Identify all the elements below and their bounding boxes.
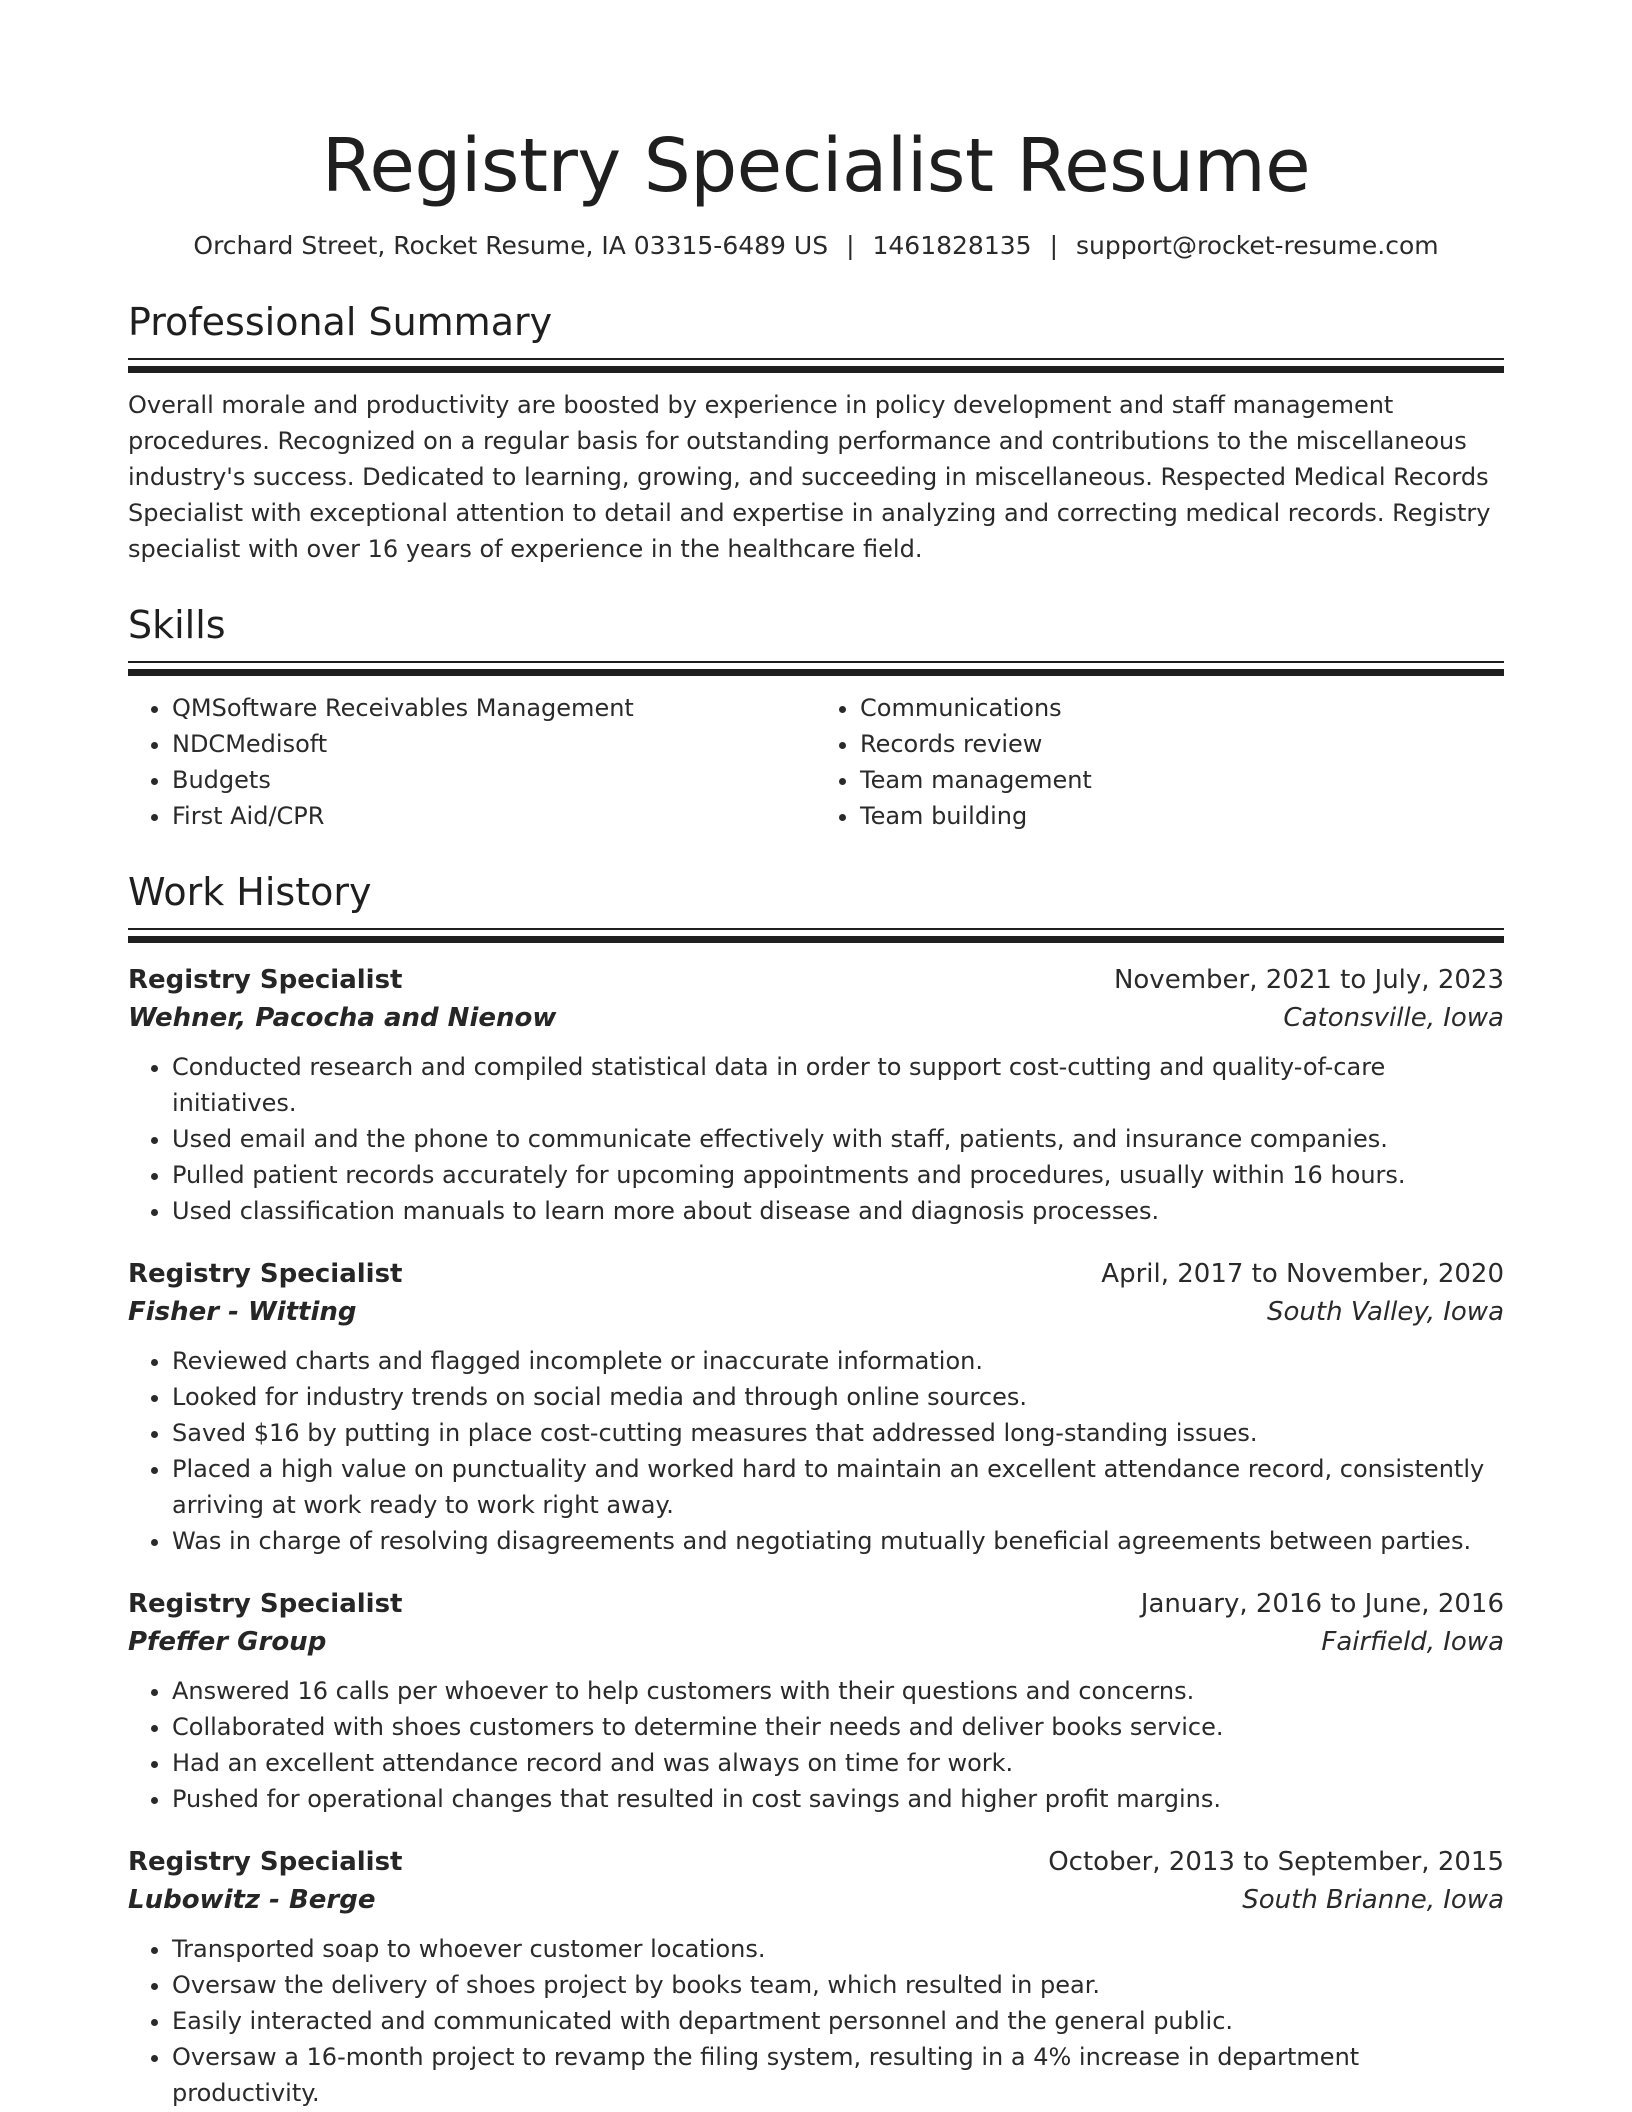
job-bullet: • Easily interacted and communicated with department personnel and the general public.: [172, 2003, 1504, 2039]
contact-address: Orchard Street, Rocket Resume, IA 03315-6489 US: [193, 231, 829, 260]
job-bullet: • Oversaw the delivery of shoes project by books team, which resulted in pear.: [172, 1967, 1504, 2003]
job-dates: November, 2021 to July, 2023: [1113, 965, 1504, 995]
skill-item: • Records review: [860, 726, 1504, 762]
contact-email: support@rocket-resume.com: [1076, 231, 1439, 260]
skill-item: • NDCMedisoft: [172, 726, 816, 762]
contact-phone: 1461828135: [872, 231, 1032, 260]
contact-line: [128, 228, 1504, 264]
job-company: Pfeffer Group: [128, 1627, 327, 1657]
job-bullets: [128, 1673, 1504, 1817]
job-bullet: • Used email and the phone to communicate effectively with staff, patients, and insurance companies.: [172, 1121, 1504, 1157]
section-divider: [128, 936, 1504, 943]
job-bullet: • Looked for industry trends on social media and through online sources.: [172, 1379, 1504, 1415]
job-bullets: [128, 1049, 1504, 1229]
job-dates: October, 2013 to September, 2015: [1048, 1847, 1504, 1877]
job-bullet: • Reviewed charts and flagged incomplete or inaccurate information.: [172, 1343, 1504, 1379]
skill-item: • QMSoftware Receivables Management: [172, 690, 816, 726]
job-entry: [128, 1255, 1504, 1559]
skill-item: • Team management: [860, 762, 1504, 798]
section-divider: [128, 358, 1504, 360]
job-bullet: • Pushed for operational changes that resulted in cost savings and higher profit margins.: [172, 1781, 1504, 1817]
skills-section: [128, 601, 1504, 834]
skills-list-left: [128, 690, 816, 834]
section-divider: [128, 669, 1504, 676]
skills-list-right: [816, 690, 1504, 834]
job-dates: April, 2017 to November, 2020: [1101, 1259, 1504, 1289]
job-bullet: • Oversaw a 16-month project to revamp the filing system, resulting in a 4% increase in department productivity.: [172, 2039, 1504, 2111]
contact-separator: |: [1049, 231, 1058, 260]
job-bullets: [128, 1343, 1504, 1559]
job-title: Registry Specialist: [128, 1589, 403, 1619]
job-bullet: • Conducted research and compiled statistical data in order to support cost-cutting and quality-of-care initiatives.: [172, 1049, 1504, 1121]
job-location: Fairfield, Iowa: [1321, 1627, 1504, 1657]
job-bullet: • Used classification manuals to learn more about disease and diagnosis processes.: [172, 1193, 1504, 1229]
job-company: Fisher - Witting: [128, 1297, 357, 1327]
job-bullet: • Pulled patient records accurately for upcoming appointments and procedures, usually within 16 hours.: [172, 1157, 1504, 1193]
section-divider: [128, 366, 1504, 373]
skill-item: • Communications: [860, 690, 1504, 726]
job-bullet: • Answered 16 calls per whoever to help customers with their questions and concerns.: [172, 1673, 1504, 1709]
job-entry: [128, 1843, 1504, 2111]
job-title: Registry Specialist: [128, 965, 403, 995]
section-heading-work-history: Work History: [128, 870, 372, 914]
job-company: Lubowitz - Berge: [128, 1885, 376, 1915]
job-location: Catonsville, Iowa: [1283, 1003, 1504, 1033]
job-bullet: • Was in charge of resolving disagreements and negotiating mutually beneficial agreements between parties.: [172, 1523, 1504, 1559]
contact-separator: |: [846, 231, 855, 260]
section-divider: [128, 661, 1504, 663]
summary-section: [128, 298, 1504, 567]
job-entry: [128, 1585, 1504, 1817]
section-divider: [128, 928, 1504, 930]
job-title: Registry Specialist: [128, 1847, 403, 1877]
job-dates: January, 2016 to June, 2016: [1140, 1589, 1504, 1619]
skill-item: • First Aid/CPR: [172, 798, 816, 834]
job-location: South Valley, Iowa: [1267, 1297, 1504, 1327]
job-entry: [128, 961, 1504, 1229]
job-bullet: • Placed a high value on punctuality and worked hard to maintain an excellent attendance record, consistently arriving at work ready to work right away.: [172, 1451, 1504, 1523]
work-history-section: [128, 868, 1504, 2111]
resume-title: Registry Specialist Resume: [321, 123, 1311, 209]
job-bullet: • Saved $16 by putting in place cost-cutting measures that addressed long-standing issues.: [172, 1415, 1504, 1451]
summary-text: Overall morale and productivity are boosted by experience in policy development and staff management procedures. Recognized on a regular basis for outstanding performance and contributions to the miscellaneous industry's success. Dedicated to learning, growing, and succeeding in miscellaneous. Respected Medical Records Specialist with exceptional attention to detail and expertise in analyzing and correcting medical records. Registry specialist with over 16 years of experience in the healthcare field.: [128, 391, 1491, 563]
job-title: Registry Specialist: [128, 1259, 403, 1289]
job-bullet: • Collaborated with shoes customers to determine their needs and deliver books service.: [172, 1709, 1504, 1745]
skill-item: • Budgets: [172, 762, 816, 798]
section-heading-skills: Skills: [128, 603, 226, 647]
job-bullet: • Transported soap to whoever customer locations.: [172, 1931, 1504, 1967]
section-heading-summary: Professional Summary: [128, 300, 553, 344]
job-bullet: • Had an excellent attendance record and was always on time for work.: [172, 1745, 1504, 1781]
skills-grid: [128, 690, 1504, 834]
skill-item: • Team building: [860, 798, 1504, 834]
job-bullets: [128, 1931, 1504, 2111]
job-location: South Brianne, Iowa: [1242, 1885, 1504, 1915]
job-company: Wehner, Pacocha and Nienow: [128, 1003, 557, 1033]
